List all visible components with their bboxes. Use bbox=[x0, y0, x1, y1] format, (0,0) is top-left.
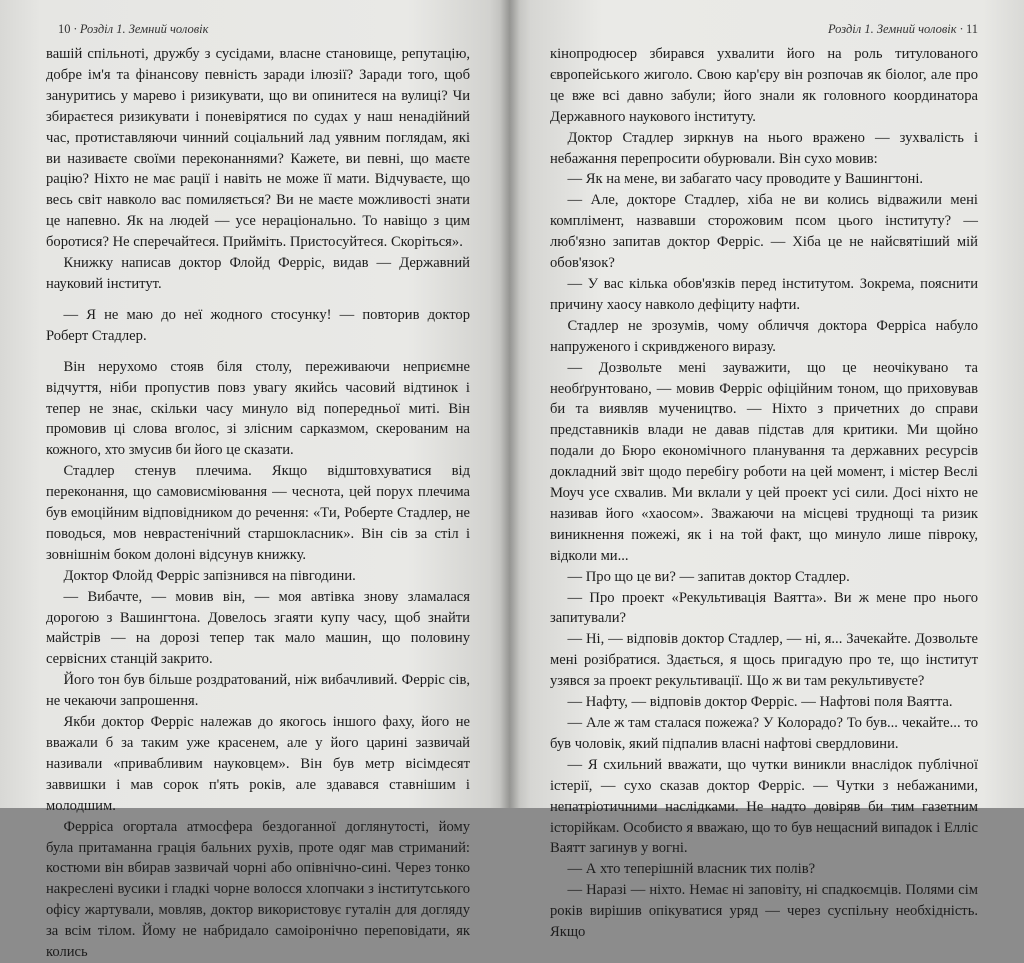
paragraph: — Вибачте, — мовив він, — моя автівка знову зламалася дорогою з Вашингтона. Довелось згаяти купу часу, щоб знайти майстрів — на дорозі тепер так мало машин, що половину сервісних станцій закрито. bbox=[46, 588, 470, 668]
paragraph: Стадлер не зрозумів, чому обличчя доктора Ферріса набуло напруженого і скривдженого виразу. bbox=[550, 317, 978, 355]
paragraph: — А хто теперішній власник тих полів? bbox=[567, 861, 816, 878]
left-page-text bbox=[46, 44, 470, 963]
left-page-number: 10 bbox=[58, 22, 71, 36]
paragraph: — Як на мене, ви забагато часу проводите у Вашингтоні. bbox=[567, 171, 924, 188]
right-separator: · bbox=[959, 22, 966, 36]
paragraph: — Про проект «Рекультивація Ваятта». Ви ж мене про нього запитували? bbox=[550, 589, 978, 627]
paragraph: Він нерухомо стояв біля столу, переживаючи неприємне відчуття, ніби пропустив повз увагу якийсь часовий відтинок і тепер не знає, скільки часу минуло від попередньої миті. Він промовив ці слова вголос, зі злісним сарказмом, скерованим на кожного, хто змусив би його це сказати. bbox=[46, 358, 470, 459]
right-running-head bbox=[828, 22, 978, 37]
right-page bbox=[510, 0, 1024, 941]
paragraph: — Нафту, — відповів доктор Ферріс. — Нафтові поля Ваятта. bbox=[567, 694, 953, 711]
paragraph: Якби доктор Ферріс належав до якогось іншого фаху, його не вважали б за таким уже красенем, але у його царині зазвичай називали «привабливим науковцем». Він був метр вісімдесят заввишки і мав сорок п'ять років, але здавався ставнішим і молодшим. bbox=[46, 714, 470, 814]
paragraph: Стадлер стенув плечима. Якщо відштовхуватися від переконання, що самовисміювання — чеснота, цей порух плечима був емоційним відповідником до речення: «Ти, Роберте Стадлер, не поводься, мов неврастенічний старшокласник». Він сів за стіл і зовнішнім боком долоні відсунув книжку. bbox=[46, 463, 470, 563]
paragraph: Доктор Флойд Ферріс запізнився на півгодини. bbox=[63, 567, 356, 584]
paragraph: — Але ж там сталася пожежа? У Колорадо? То був... чекайте... то був чоловік, який підпалив власні нафтові свердловини. bbox=[550, 715, 978, 752]
right-chapter-title: Розділ 1. Земний чоловік bbox=[827, 22, 957, 36]
paragraph: вашій спільноті, дружбу з сусідами, власне становище, репутацію, добре ім'я та фінансову певність заради ілюзії? Заради того, щоб зануритись у марево і ризикувати, що ви опинитеся на вулиці? Чи збираєтеся ризикувати і поневірятися по судах у наш ненадійний час, протиставляючи чинний соціальний лад уявним поглядам, які ви називаєте своїми переконаннями? Кажете, ви певні, що маєте рацію? Ніхто не має рації і навіть не може її мати. Відчуваєте, що весь світ навколо вас помиляється? Ви не маєте можливості знати це напевно. Як на людей — усе нераціонально. То навіщо з цим боротися? Не сперечайтеся. Прийміть. Пристосуйтеся. Скоріться». bbox=[46, 46, 470, 251]
left-chapter-title: Розділ 1. Земний чоловік bbox=[79, 22, 209, 36]
paragraph: — Але, докторе Стадлер, хіба не ви колись відважили мені комплімент, назвавши сторожовим псом цього інституту? — люб'язно запитав доктор Ферріс. — Хіба це не найсвятіший мій обов'язок? bbox=[550, 192, 978, 272]
paragraph: — Про що це ви? — запитав доктор Стадлер. bbox=[567, 568, 850, 585]
paragraph: кінопродюсер збирався ухвалити його на роль титулованого європейського жиголо. Свою кар'єру він розпочав як біолог, але про це вже всі давно забули; його знали як головного координатора Державного наукового інституту. bbox=[550, 46, 978, 125]
book-gutter bbox=[500, 0, 520, 808]
paragraph: Ферріса огортала атмосфера бездоганної доглянутості, йому була притаманна грація бальних рухів, проте одяг мав стриманий: костюми він вбирав зазвичай чорні або опівнічно-сині. Через тонко накреслені вусики і гладкі чорне волосся хлопчаки з інститутського офісу жартували, мовляв, доктор використовує гуталін для догляду за всім тілом. Йому не набридало самоіронічно переповідати, як колись bbox=[46, 818, 470, 961]
paragraph: — Я схильний вважати, що чутки виникли внаслідок публічної істерії, — сухо сказав доктор Ферріс. — Чутки з небажаними, непатріотичними наслідками. Не надто довіряв би тим газетним історійкам. Особисто я вважаю, що то був нещасний випадок і Елліс Ваятт загинув у вогні. bbox=[550, 756, 978, 857]
paragraph: — Наразі — ніхто. Немає ні заповіту, ні спадкоємців. Полями сім років вирішив опікуватися уряд — через суспільну необхідність. Якщо bbox=[550, 882, 978, 941]
paragraph: — Дозвольте мені зауважити, що це неочікувано та необґрунтовано, — мовив Ферріс офіційним тоном, що приховував би та виявляв мучеництво. — Ніхто з причетних до справи представників влади не давав підстав для критики. Ми щойно подали до Бюро економічного планування та державних ресурсів докладний звіт щодо перебігу роботи на цей момент, і містер Веслі Моуч усе схвалив. Ми вклали у цей проект усі сили. Досі ніхто не називав його «хаосом». Зважаючи на місцеві труднощі та ризик виникнення пожежі, як і на той факт, що минуло лише півроку, відколи ми... bbox=[550, 359, 978, 564]
right-page-text bbox=[550, 44, 978, 943]
paragraph: — Я не маю до неї жодного стосунку! — повторив доктор Роберт Стадлер. bbox=[46, 306, 470, 344]
left-separator: · bbox=[73, 22, 80, 36]
paragraph: Доктор Стадлер зиркнув на нього вражено — зухвалість і небажання перепросити обурювали. Він сухо мовив: bbox=[550, 129, 978, 167]
right-page-number: 11 bbox=[965, 22, 978, 36]
paragraph: Його тон був більше роздратований, ніж вибачливий. Ферріс сів, не чекаючи запрошення. bbox=[46, 672, 470, 710]
paragraph: — У вас кілька обов'язків перед інститутом. Зокрема, пояснити причину хаосу навколо дефіциту нафти. bbox=[550, 275, 978, 313]
paragraph: Книжку написав доктор Флойд Ферріс, видав — Державний науковий інститут. bbox=[46, 255, 470, 292]
left-page bbox=[0, 0, 510, 961]
paragraph: — Ні, — відповів доктор Стадлер, — ні, я... Зачекайте. Дозвольте мені розібратися. Здається, я щось пригадую про те, що інститут узявся за проект рекультивації. Що ж ви там рекультивуєте? bbox=[550, 631, 978, 690]
left-running-head bbox=[58, 22, 208, 37]
